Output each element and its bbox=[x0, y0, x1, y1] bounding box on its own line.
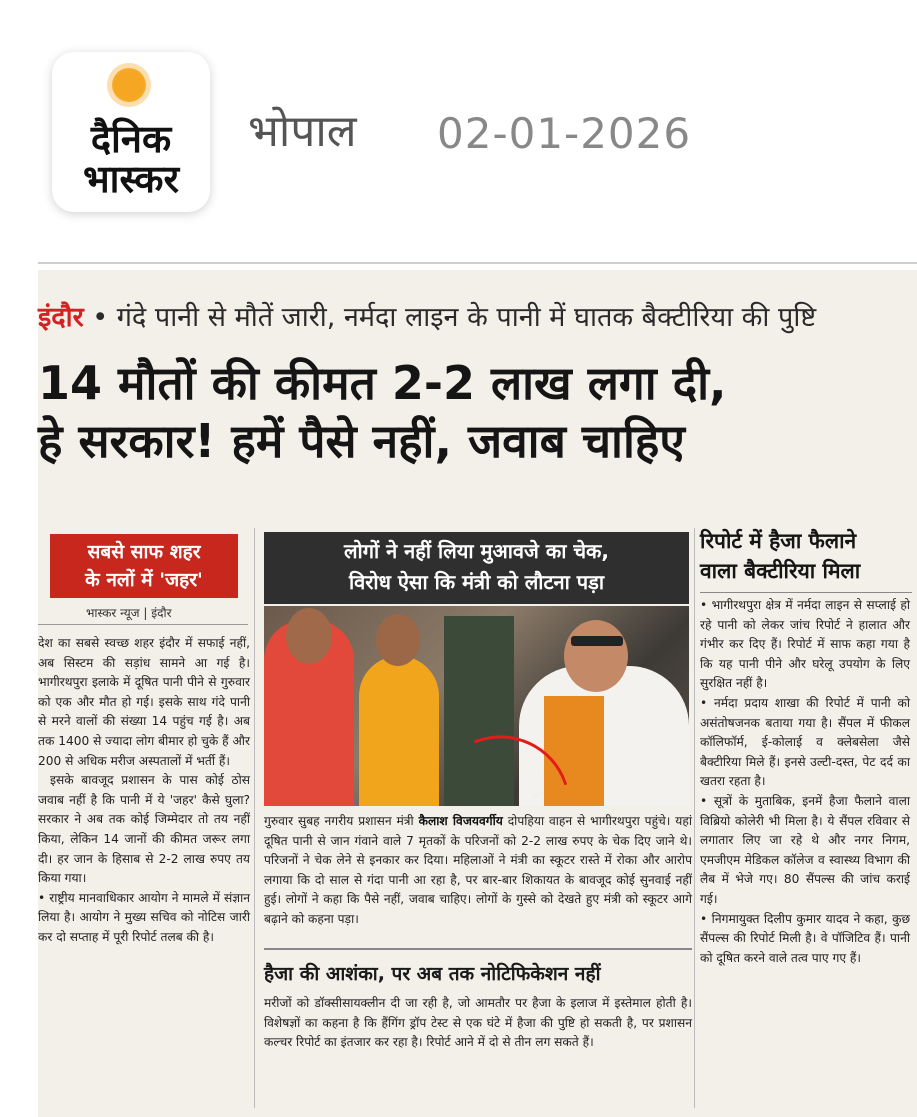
body-post: दोपहिया वाहन से भागीरथपुरा पहुंचे। यहां दूषित पानी से जान गंवाने वाले 7 मृतकों के परिजनों को 2-2 लाख रुपए के चेक दिए जाने थे। परिजनों ने चेक लेने से इनकार कर दिया। महिलाओं ने मंत्री का स्कूटर रास्ते में रोका और आरोप लगाया कि दो साल से गंदा पानी आ रहा है, पर बार-बार शिकायत के बावजूद कोई सुनवाई नहीं हुई। लोगों ने कहा कि पैसे नहीं, जवाब चाहिए। लोगों के गुस्से को देखते हुए मंत्री को स्कूटर आगे बढ़ाने को कहना पड़ा। bbox=[264, 814, 692, 926]
photo-glasses bbox=[571, 636, 623, 646]
left-column-body bbox=[38, 634, 250, 948]
left-heading-line1: सबसे साफ शहर bbox=[87, 541, 201, 563]
headline-line1: 14 मौतों की कीमत 2-2 लाख लगा दी, bbox=[38, 356, 727, 410]
sub-body bbox=[264, 994, 692, 1053]
center-heading-line1: लोगों ने नहीं लिया मुआवजे का चेक, bbox=[343, 539, 610, 563]
logo-text-line1: दैनिक bbox=[90, 117, 172, 161]
photo-person bbox=[359, 656, 439, 806]
left-divider bbox=[38, 624, 248, 625]
minister-name: कैलाश विजयवर्गीय bbox=[418, 814, 503, 828]
headline bbox=[38, 354, 917, 470]
right-heading-line2: वाला बैक्टीरिया मिला bbox=[700, 559, 861, 583]
kicker-text: • गंदे पानी से मौतें जारी, नर्मदा लाइन के पानी में घातक बैक्टीरिया की पुष्टि bbox=[83, 302, 817, 333]
center-column-heading bbox=[264, 532, 689, 604]
body-pre: गुरुवार सुबह नगरीय प्रशासन मंत्री bbox=[264, 814, 419, 828]
left-heading-line2: के नलों में 'जहर' bbox=[85, 569, 203, 591]
edition-date: 02-01-2026 bbox=[437, 109, 692, 158]
logo-text-line2: भास्कर bbox=[82, 157, 180, 201]
byline: भास्कर न्यूज | इंदौर bbox=[86, 606, 172, 620]
newspaper-page bbox=[38, 270, 917, 1117]
right-column-heading bbox=[700, 526, 912, 586]
column-divider bbox=[254, 528, 255, 1108]
sub-heading: हैजा की आशंका, पर अब तक नोटिफिकेशन नहीं bbox=[264, 963, 601, 985]
paragraph: देश का सबसे स्वच्छ शहर इंदौर में सफाई नहीं, अब सिस्टम की सड़ांध सामने आ गई है। भागीरथपुरा इलाके में दूषित पानी पीने से गुरुवार को एक और मौत हो गई। इसके साथ गंदे पानी से मरने वालों की संख्या 14 पहुंच गई है। अब तक 1400 से ज्यादा लोग बीमार हो चुके हैं और 200 से अधिक मरीज अस्पतालों में भर्ती हैं। bbox=[38, 636, 250, 768]
photo-person-head bbox=[564, 620, 628, 692]
photo-person-head bbox=[376, 614, 420, 666]
center-divider bbox=[264, 948, 692, 950]
photo-person-head bbox=[286, 608, 332, 664]
kicker-city: इंदौर bbox=[38, 302, 84, 333]
left-column-heading bbox=[50, 534, 238, 598]
paragraph: मरीजों को डॉक्सीसायक्लीन दी जा रही है, जो आमतौर पर हैजा के इलाज में इस्तेमाल होती है। विशेषज्ञों का कहना है कि हैंगिंग ड्रॉप टेस्ट से एक घंटे में हैजा की पुष्टि हो सकती है, पर प्रशासन कल्चर रिपोर्ट का इंतजार कर रहा है। रिपोर्ट आने में दो से तीन लग सकते हैं। bbox=[264, 996, 692, 1050]
paragraph: • सूत्रों के मुताबिक, इनमें हैजा फैलाने वाला विब्रियो कोलेरी भी मिला है। ये सैंपल रविवार से लगातार लिए जा रहे थे और नगर निगम, एमजीएम मेडिकल कॉलेज व स्वास्थ्य विभाग की लैब में भेजे गए। 80 सैंपल्स की जांच कराई गई। bbox=[700, 793, 910, 906]
paragraph: • नर्मदा प्रदाय शाखा की रिपोर्ट में पानी को असंतोषजनक बताया गया है। सैंपल में फीकल कॉलिफॉर्म, ई-कोलाई व क्लेबसेला जैसे बैक्टीरिया मिले हैं। इनसे उल्टी-दस्त, पेट दर्द का खतरा रहता है। bbox=[700, 695, 910, 789]
sun-icon bbox=[112, 68, 146, 102]
paragraph bbox=[264, 812, 692, 930]
right-divider bbox=[700, 592, 912, 593]
right-column-body bbox=[700, 596, 910, 968]
center-heading-line2: विरोध ऐसा कि मंत्री को लौटना पड़ा bbox=[348, 570, 605, 594]
kicker bbox=[38, 300, 917, 336]
headline-line2: हे सरकार! हमें पैसे नहीं, जवाब चाहिए bbox=[38, 414, 685, 468]
news-photo bbox=[264, 606, 689, 806]
column-divider bbox=[694, 528, 695, 1108]
paragraph: इसके बावजूद प्रशासन के पास कोई ठोस जवाब नहीं है कि पानी में ये 'जहर' कैसे घुला? सरकार ने अब तक कोई जिम्मेदार तो तय नहीं किया, लेकिन 14 जानों की कीमत जरूर लगा दी। हर जान के हिसाब से 2-2 लाख रुपए तय किया गया। bbox=[38, 773, 250, 886]
paragraph: • राष्ट्रीय मानवाधिकार आयोग ने मामले में संज्ञान लिया है। आयोग ने मुख्य सचिव को नोटिस जारी कर दो सप्ताह में पूरी रिपोर्ट तलब की है। bbox=[38, 890, 250, 944]
edition-city: भोपाल bbox=[248, 106, 357, 157]
paragraph: • भागीरथपुरा क्षेत्र में नर्मदा लाइन से सप्लाई हो रहे पानी को लेकर जांच रिपोर्ट ने हालात और गंभीर कर दिए हैं। रिपोर्ट में साफ कहा गया है कि यह पानी पीने और घरेलू उपयोग के लिए सुरक्षित नहीं है। bbox=[700, 598, 910, 691]
header-divider bbox=[38, 262, 917, 264]
paragraph: • निगमायुक्त दिलीप कुमार यादव ने कहा, कुछ सैंपल्स की रिपोर्ट मिली है। वे पॉजिटिव हैं। पानी को दूषित करने वाले तत्व पाए गए हैं। bbox=[700, 911, 910, 965]
logo bbox=[52, 52, 210, 212]
right-heading-line1: रिपोर्ट में हैजा फैलाने bbox=[700, 529, 857, 553]
center-column-body bbox=[264, 812, 692, 930]
